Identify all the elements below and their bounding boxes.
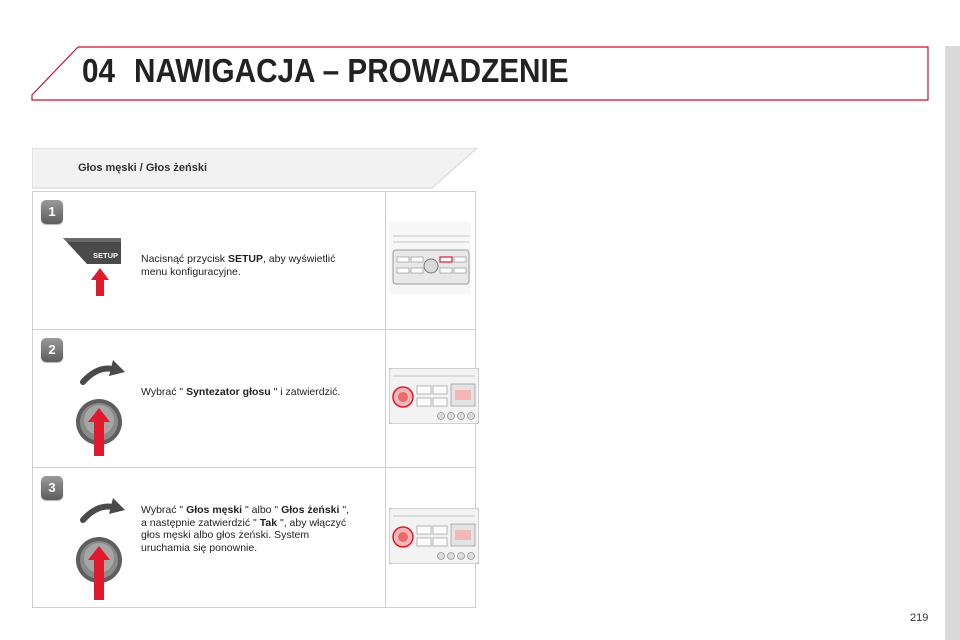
column-divider — [385, 192, 386, 329]
rotary-knob-turn-press-icon — [69, 494, 129, 604]
step-1-text: Nacisnąć przycisk SETUP, aby wyświetlić menu konfiguracyjne. — [141, 253, 336, 278]
setup-button-press-icon — [57, 234, 137, 298]
chapter-number: 04 — [82, 52, 116, 89]
radio-panel-thumbnail-2 — [389, 368, 479, 424]
chapter-title: NAWIGACJA – PROWADZENIE — [134, 52, 569, 89]
column-divider — [385, 330, 386, 467]
setup-key-label: SETUP — [93, 251, 119, 260]
section-heading: Głos męski / Głos żeński — [78, 162, 207, 174]
page-number: 219 — [910, 612, 929, 624]
radio-panel-thumbnail-1 — [389, 222, 471, 294]
step-2-badge: 2 — [41, 338, 63, 362]
step-1-row — [33, 192, 475, 330]
step-2-row — [33, 330, 475, 468]
step-1-badge: 1 — [41, 200, 63, 224]
rotary-knob-turn-press-icon — [69, 356, 129, 460]
side-tab — [945, 46, 960, 640]
step-3-text: Wybrać " Głos męski " albo " Głos żeński ", a następnie zatwierdzić " Tak ", aby włączyć głos męski albo głos żeński. System uruchamia się ponownie. — [141, 504, 349, 554]
column-divider — [385, 468, 386, 607]
step-3-row — [33, 468, 475, 607]
radio-panel-thumbnail-3 — [389, 508, 479, 564]
steps-table — [32, 191, 476, 608]
step-3-badge: 3 — [41, 476, 63, 500]
step-2-text: Wybrać " Syntezator głosu " i zatwierdzić. — [141, 386, 341, 398]
